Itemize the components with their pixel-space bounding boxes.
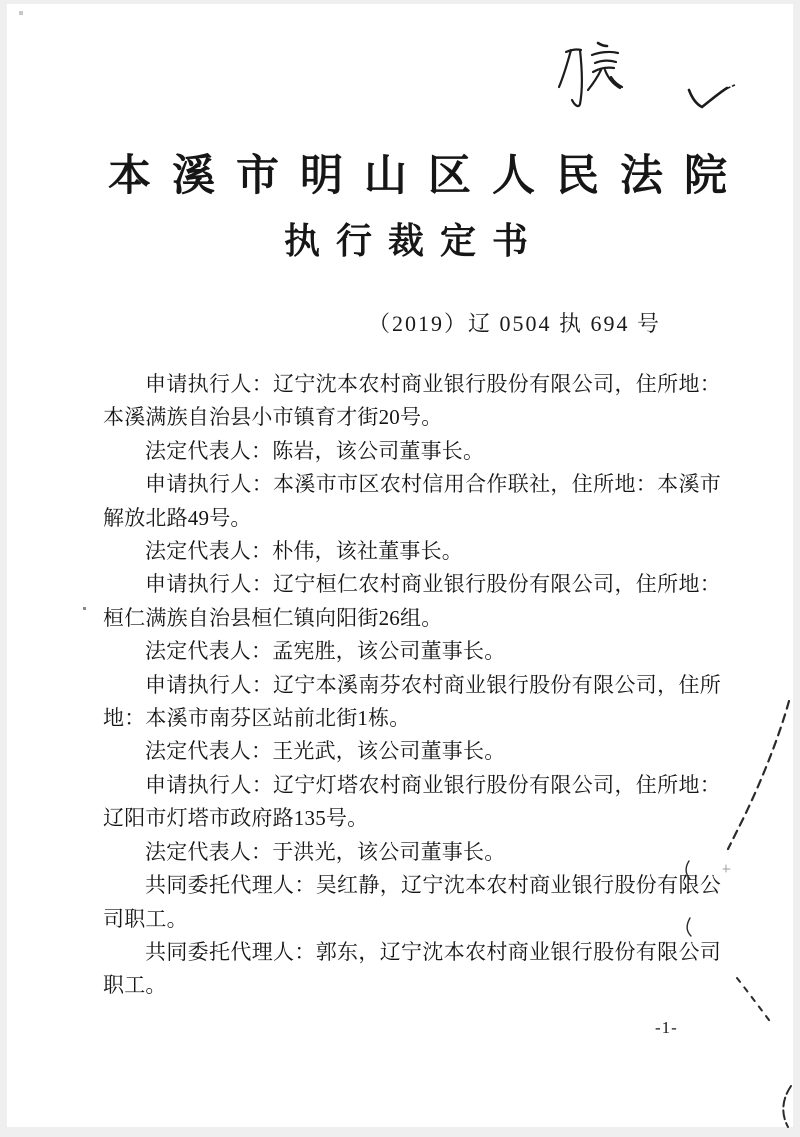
page-number: -1- xyxy=(655,1018,678,1037)
document-body xyxy=(103,368,721,1003)
document-page xyxy=(7,4,793,1127)
paragraph-agent-1: 共同委托代理人：吴红静，辽宁沈本农村商业银行股份有限公司职工。 xyxy=(103,873,721,931)
paragraph-legal-rep-5: 法定代表人：于洪光，该公司董事长。 xyxy=(145,839,506,864)
court-name-title: 本溪市明山区人民法院 xyxy=(108,153,748,200)
paragraph-applicant-2: 申请执行人：本溪市市区农村信用合作联社，住所地：本溪市解放北路49号。 xyxy=(103,472,721,530)
paragraph-legal-rep-3: 法定代表人：孟宪胜，该公司董事长。 xyxy=(145,639,506,664)
paragraph-applicant-3: 申请执行人：辽宁桓仁农村商业银行股份有限公司，住所地：桓仁满族自治县桓仁镇向阳街26组。 xyxy=(103,572,721,630)
scan-speck xyxy=(19,11,23,15)
paragraph-applicant-1: 申请执行人：辽宁沈本农村商业银行股份有限公司，住所地：本溪满族自治县小市镇育才街20号。 xyxy=(103,372,721,430)
paragraph-applicant-4: 申请执行人：辽宁本溪南芬农村商业银行股份有限公司，住所地：本溪市南芬区站前北街1栋。 xyxy=(103,672,721,731)
paragraph-legal-rep-2: 法定代表人：朴伟，该社董事长。 xyxy=(145,539,463,564)
paragraph-agent-2: 共同委托代理人：郭东，辽宁沈本农村商业银行股份有限公司职工。 xyxy=(103,939,721,998)
case-number: （2019）辽 0504 执 694 号 xyxy=(367,311,661,336)
paragraph-applicant-5: 申请执行人：辽宁灯塔农村商业银行股份有限公司，住所地：辽阳市灯塔市政府路135号。 xyxy=(103,772,721,831)
scan-speck xyxy=(83,607,86,610)
document-type-title: 执行裁定书 xyxy=(284,221,545,261)
paragraph-legal-rep-4: 法定代表人：王光武，该公司董事长。 xyxy=(145,739,506,764)
paragraph-legal-rep-1: 法定代表人：陈岩，该公司董事长。 xyxy=(145,438,485,463)
